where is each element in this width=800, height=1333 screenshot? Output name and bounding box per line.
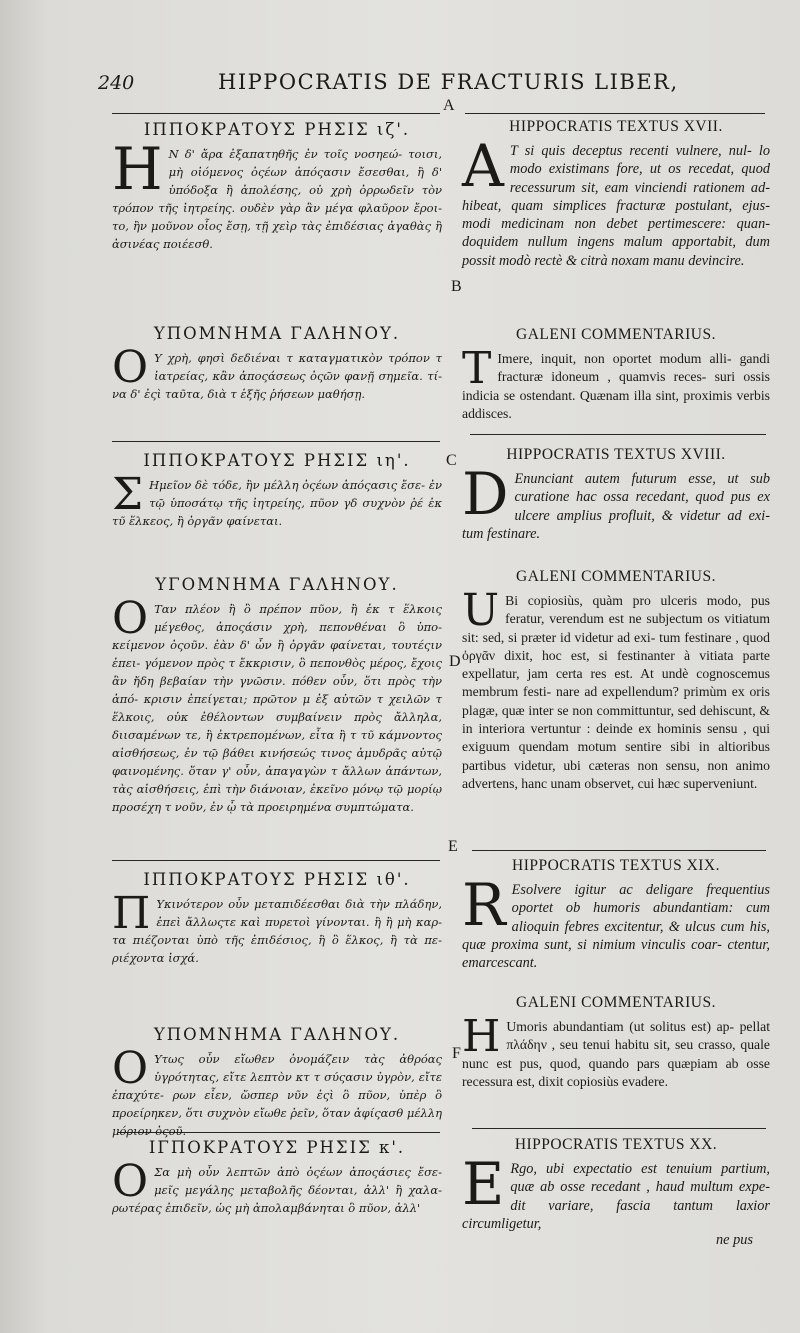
section-heading: ΙΠΠΟΚΡΑΤΟΥΣ ΡΗΣΙΣ ιζ'. [143,120,411,139]
latin-section [462,446,770,543]
drop-initial: Σ [112,469,144,520]
greek-section [112,324,442,403]
rule [472,850,766,851]
margin-letter-a: A [443,97,455,114]
rule [470,434,766,435]
section-heading: HIPPOCRATIS TEXTUS XVIII. [506,446,726,463]
drop-initial: A [462,132,504,200]
drop-initial: U [462,585,500,636]
rule [112,113,440,114]
drop-initial: Ο [112,1043,149,1094]
latin-section [462,994,770,1091]
latin-section [462,326,770,423]
drop-initial: Π [112,888,151,939]
margin-letter-f: F [452,1045,461,1062]
latin-text: Esolvere igitur ac deligare frequentius oportet ob humoris abundantiam: cum alioquin febres excitentur, & ulcus cum his, quæ proxima sunt, si nimium vinculis coar- ctentur, emarcescant. [462,882,770,972]
latin-section [462,857,770,972]
latin-section [462,568,770,793]
section-heading: ΙΓΠΟΚΡΑΤΟΥΣ ΡΗΣΙΣ κ'. [148,1138,406,1157]
rule [465,113,765,114]
drop-initial: D [462,460,509,528]
section-heading: ΥΠΟΜΝΗΜΑ ΓΑΛΗΝΟΥ. [153,324,401,343]
greek-text: Υτως οὖν εἴωθεν ὀνομάζειν τὰς ἀθρόας ὑγρότητας, εἴτε λεπτὸν κτ τ σύςασιν ὑγρὸν, εἴτε ἐπαχύτε- ρων εἶεν, ὥσπερ νῦν ἐςὶ ὃ πῦον, ὑπὲρ ὃ προείρηκεν, ὅτι συχνὸν εἴωθε ῥεῖν, ὅταν ἀφίςασθ μέλλη μόριον ὀςοῦ. [112,1052,442,1138]
section-heading: GALENI COMMENTARIUS. [516,568,716,585]
greek-section [112,1025,442,1140]
section-heading: HIPPOCRATIS TEXTUS XX. [514,1136,718,1153]
drop-initial: Ο [112,342,149,393]
section-heading: ΙΠΠΟΚΡΑΤΟΥΣ ΡΗΣΙΣ ιθ'. [143,870,411,889]
drop-initial: Ο [112,593,149,644]
section-heading: HIPPOCRATIS TEXTUS XIX. [512,857,720,874]
section-heading: GALENI COMMENTARIUS. [516,326,716,343]
margin-letter-d: D [449,653,461,670]
drop-initial: H [462,1011,501,1062]
greek-section [112,120,442,253]
drop-initial: T [462,343,492,394]
section-heading: GALENI COMMENTARIUS. [516,994,716,1011]
latin-text: Enunciant autem futurum esse, ut sub curatione hac ossa recedant, quod pus ex ulcere amplius profluit, & videtur ad exi- tum festinare. [462,471,770,542]
latin-text: Imere, inquit, non oportet modum alli- gandi fracturæ idoneum , quamvis reces- suri ossis indicia se ostendant. Quænam illa sint, proximis verbis addisces. [462,351,770,421]
page-number: 240 [98,72,135,94]
greek-text: Υκινότερον οὖν μεταπιδέεσθαι διὰ τὴν πλάδην, ἐπεὶ ἄλλωςτε καὶ πυρετοὶ γίνονται. ἢ ἢ μὴ καρ- τα πιέζονται ὑπὸ τῆς ἐπιδέσιος, ἢ ὃ ἕλκος, ἢ τὰ πε- ριέχοντα ἰσχά. [112,897,442,965]
section-heading: HIPPOCRATIS TEXTUS XVII. [509,118,723,135]
latin-text: T si quis deceptus recenti vulnere, nul- lo modo existimans fore, ut os recedat, quod recessurum sit, eam vinciendi rationem ad- hibeat, quam simplices fracturæ postulant, ejus- modi medicinam non debet pertimescere: quan- doquidem nullum ingens malum apportabit, dum possit modò rectè & citrà noxam manu devincire. [462,143,770,269]
drop-initial: Η [112,135,163,203]
drop-initial: Ο [112,1156,149,1207]
greek-section [112,1138,442,1217]
latin-text: Bi copiosiùs, quàm pro ulceris modo, pus feratur, verendum est ne subjectum os vitiatum sit: sed, si præter id videtur ad exi- tum festinare , quod ὀργᾶν dixit, hoc est, si festinanter à vitiata parte expellatur, jam certa res est. At undè cognoscemus membrum festi- nare ad expellendum? primùm ex oris plagæ, quæ inter se non committuntur, sed dehiscunt, & in interiora vertuntur : deinde ex hominis sensu , qui exiguum quendam motum sentire sibi in altioribus partibus videtur, ubi cæteras non sensu, non animo advertens, hanc unam observet, cui hæc superveniunt. [462,593,770,791]
greek-text: Ημεῖον δὲ τόδε, ἢν μέλλη ὀςέων ἀπόςασις ἔσε- ἐν τῷ ὑποσάτῳ τῆς ἰητρείης, πῦον γδ συχνὸν ῥέ ἐκ τῦ ἕλκεος, ἢ ὀργᾶν φαίνεται. [112,478,442,528]
running-title: HIPPOCRATIS DE FRACTURIS LIBER, [218,70,679,94]
catchword: ne pus [716,1232,753,1248]
margin-letter-b: B [451,278,462,295]
section-heading: ΙΠΠΟΚΡΑΤΟΥΣ ΡΗΣΙΣ ιη'. [143,451,411,470]
greek-text: Σα μὴ οὖν λεπτῶν ἀπὸ ὀςέων ἀποςάσιες ἔσε- μεῖς μεγάλης μεταβολῆς δέονται, ἀλλ' ἢ χαλα- ρωτέρας ἐπιδεῖν, ὡς μὴ ἀπολαμβάνηται ὃ πῦον, ἀλλ' [112,1165,442,1215]
drop-initial: E [462,1150,505,1218]
latin-section [462,118,770,270]
greek-section [112,575,442,816]
rule [112,860,440,861]
margin-letter-c: C [446,452,457,469]
greek-text: Ταν πλέον ἢ ὃ πρέπον πῦον, ἢ ἐκ τ ἕλκοις μέγεθος, ἀποςάσιν χρὴ, πεπονθέναι ὃ ὑπο- κείμενον ὀςοῦν. ἐὰν δ' ὧν ἢ ὀργᾶν φαίνεται, τουτέςιν ἐπει- γόμενον πρὸς τ ἔκκρισιν, ὃ πεπονθὸς μέρος, ἔχοις ἂν ἤδη βεβαίαν τὴν γνῶσιν. πόθεν οὖν, ὅτι πρὸς τὴν ἀπό- κρισιν ἐπείγεται; πρῶτον μ ἐξ αὐτῶν τ χειλῶν τ ἕλκοις, οὐκ ἐθέλοντων συμβαίνειν πρὸς ἄλληλα, διισαμένων τε, ἢ ἐκτρεπομένων, εἶτα ἢ τ τῦ κάμνοντος αἰσθήσεως, ἐν τῷ βάθει κινήσεώς τινος ἀμυδρᾶς αὐτῷ φαινομένης. ὅταν γ' οὖν, ἀπαγαγὼν τ ἄλλων ἁπάντων, τὰς αἰσθήσεις, ἐπὶ τὴν διάνοιαν, ἐκεῖνο μόνῳ τῷ μορίῳ προσέχη τ νοῦν, ἐν ᾧ τὰ προειρημένα συμπτώματα. [112,602,442,814]
greek-section [112,451,442,530]
section-heading: ΥΓΟΜΝΗΜΑ ΓΑΛΗΝΟΥ. [155,575,399,594]
greek-text: Υ χρὴ, φησὶ δεδιέναι τ καταγματικὸν τρόπον τ ἰατρείας, κἂν ἀποςάσεως ὀςῶν φανῇ σημεῖα. τί- να δ' ἐςὶ ταῦτα, διὰ τ ἑξῆς ῥήσεων μαθήσῃ. [112,351,442,401]
latin-text: Rgo, ubi expectatio est tenuium partium, quæ ab osse recedant , haud multum expe- dit variare, fascia tantum laxior circumligetur, [462,1161,770,1232]
rule [472,1128,766,1129]
margin-letter-e: E [448,838,458,855]
drop-initial: R [462,871,506,939]
greek-section [112,870,442,967]
latin-text: Umoris abundantiam (ut solitus est) ap- pellat πλάδην , seu tenui habitu sit, seu crasso, quale nunc est pus, quod, quando pars quæpiam ab osse recessura est, dixit copiosiùs evadere. [462,1019,770,1089]
latin-section [462,1136,770,1233]
rule [112,441,440,442]
section-heading: ΥΠΟΜΝΗΜΑ ΓΑΛΗΝΟΥ. [153,1025,401,1044]
greek-text: Ν δ' ἄρα ἐξαπατηθῆς ἐν τοῖς νοσηεώ- τοισι, μὴ οἰόμενος ὀςέων ἀπόςασιν ἔσεσθαι, ἢ δ' ὑπόδοξα ἢ ἀπολέσης, οὐ χρὴ ὀρρωδεῖν τὸν τρόπον τῆς ἰητρείης. ουδὲν γὰρ ἂν μέγα φλαῦρον ἔροι- το, ἢν μοῦνον οἷος ἔσῃ, τῇ χεὶρ τὰς ἐπιδέσιας ἀγαθὰς ἢ ἀσινέας ποιέεσθ. [112,147,442,251]
